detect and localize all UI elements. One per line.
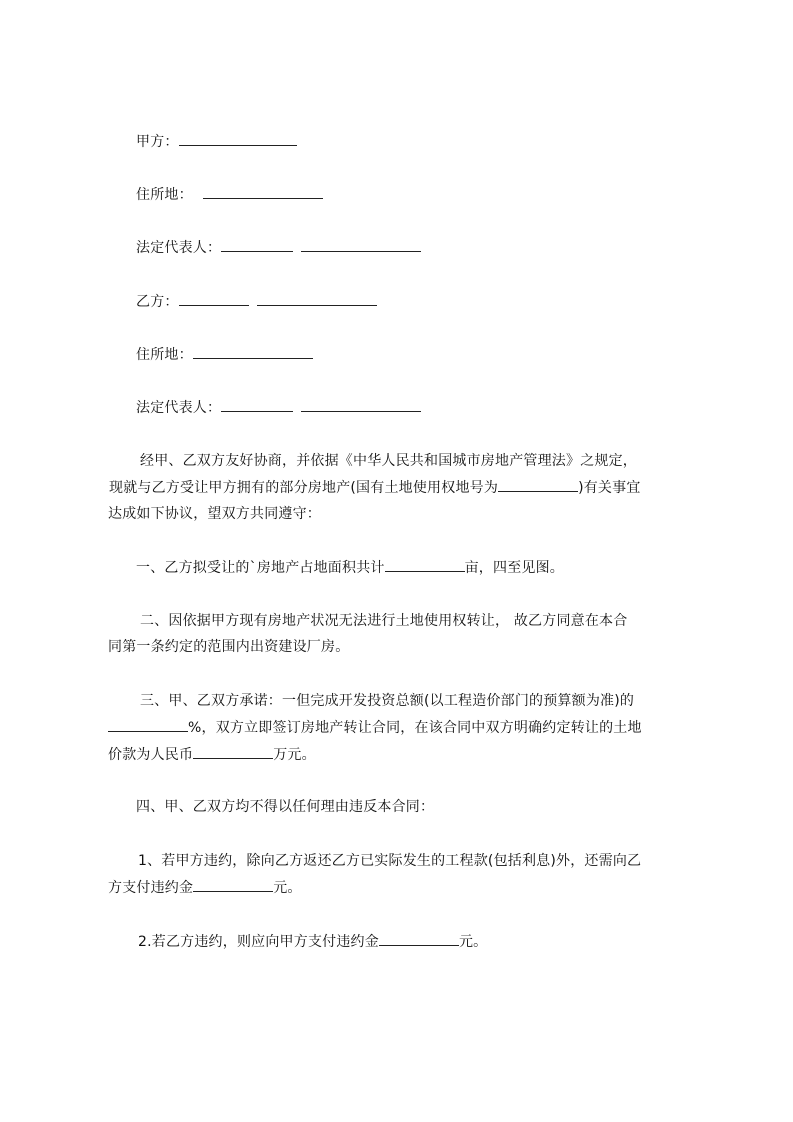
party-b-rep-label: 法定代表人： [136, 400, 222, 416]
party-b-address-blank[interactable] [193, 344, 313, 359]
intro-line-3: 达成如下协议，望双方共同遵守： [108, 506, 321, 522]
party-b-rep-blank-1[interactable] [221, 397, 293, 412]
party-b-rep-blank-2[interactable] [301, 397, 421, 412]
party-a-rep-label: 法定代表人： [136, 240, 222, 256]
party-b-name-blank-1[interactable] [179, 291, 249, 306]
clause-4-item-1-line-1: 1、若甲方违约，除向乙方返还乙方已实际发生的工程款(包括利息)外，还需向乙 [138, 853, 642, 869]
clause-3-line-3: 价款为人民币 万元。 [108, 744, 316, 765]
party-a-address-label: 住所地： [136, 187, 193, 203]
clause-3-line-1: 三、甲、乙双方承诺：一但完成开发投资总额(以工程造价部门的预算额为准)的 [140, 693, 635, 709]
land-area-blank[interactable] [385, 557, 465, 572]
party-a-rep-blank-1[interactable] [221, 237, 293, 252]
clause-2-line-1: 二、因依据甲方现有房地产状况无法进行土地使用权转让， 故乙方同意在本合 [140, 613, 628, 629]
party-a-address-blank[interactable] [203, 184, 323, 199]
party-b-line [136, 291, 377, 312]
party-b-label: 乙方： [136, 294, 179, 310]
clause-4-heading: 四、甲、乙双方均不得以任何理由违反本合同： [136, 799, 435, 815]
party-a-line [136, 131, 297, 152]
clause-3-line-2: %，双方立即签订房地产转让合同，在该合同中双方明确约定转让的土地 [108, 717, 642, 738]
land-price-blank[interactable] [193, 744, 273, 759]
party-b-name-blank-2[interactable] [257, 291, 377, 306]
party-b-address-label: 住所地： [136, 347, 193, 363]
party-a-rep-blank-2[interactable] [301, 237, 421, 252]
party-b-address-line [136, 344, 313, 365]
land-parcel-number-blank[interactable] [498, 477, 578, 492]
party-a-rep-line [136, 237, 421, 258]
intro-line-2: 现就与乙方受让甲方拥有的部分房地产(国有土地使用权地号为 )有关事宜 [109, 477, 641, 498]
clause-1: 一、乙方拟受让的`房地产占地面积共计 亩，四至见图。 [136, 557, 564, 578]
party-a-label: 甲方： [136, 134, 179, 150]
party-b-rep-line [136, 397, 421, 418]
party-a-penalty-blank[interactable] [193, 877, 273, 892]
party-a-address-line [136, 184, 323, 205]
investment-percent-blank[interactable] [108, 717, 188, 732]
intro-line-1: 经甲、乙双方友好协商，并依据《中华人民共和国城市房地产管理法》之规定， [140, 453, 637, 469]
clause-4-item-1-line-2: 方支付违约金 元。 [108, 877, 302, 898]
clause-2-line-2: 同第一条约定的范围内出资建设厂房。 [108, 639, 350, 655]
clause-4-item-2: 2.若乙方违约，则应向甲方支付违约金 元。 [138, 931, 487, 952]
party-b-penalty-blank[interactable] [379, 931, 459, 946]
party-a-name-blank[interactable] [179, 131, 297, 146]
